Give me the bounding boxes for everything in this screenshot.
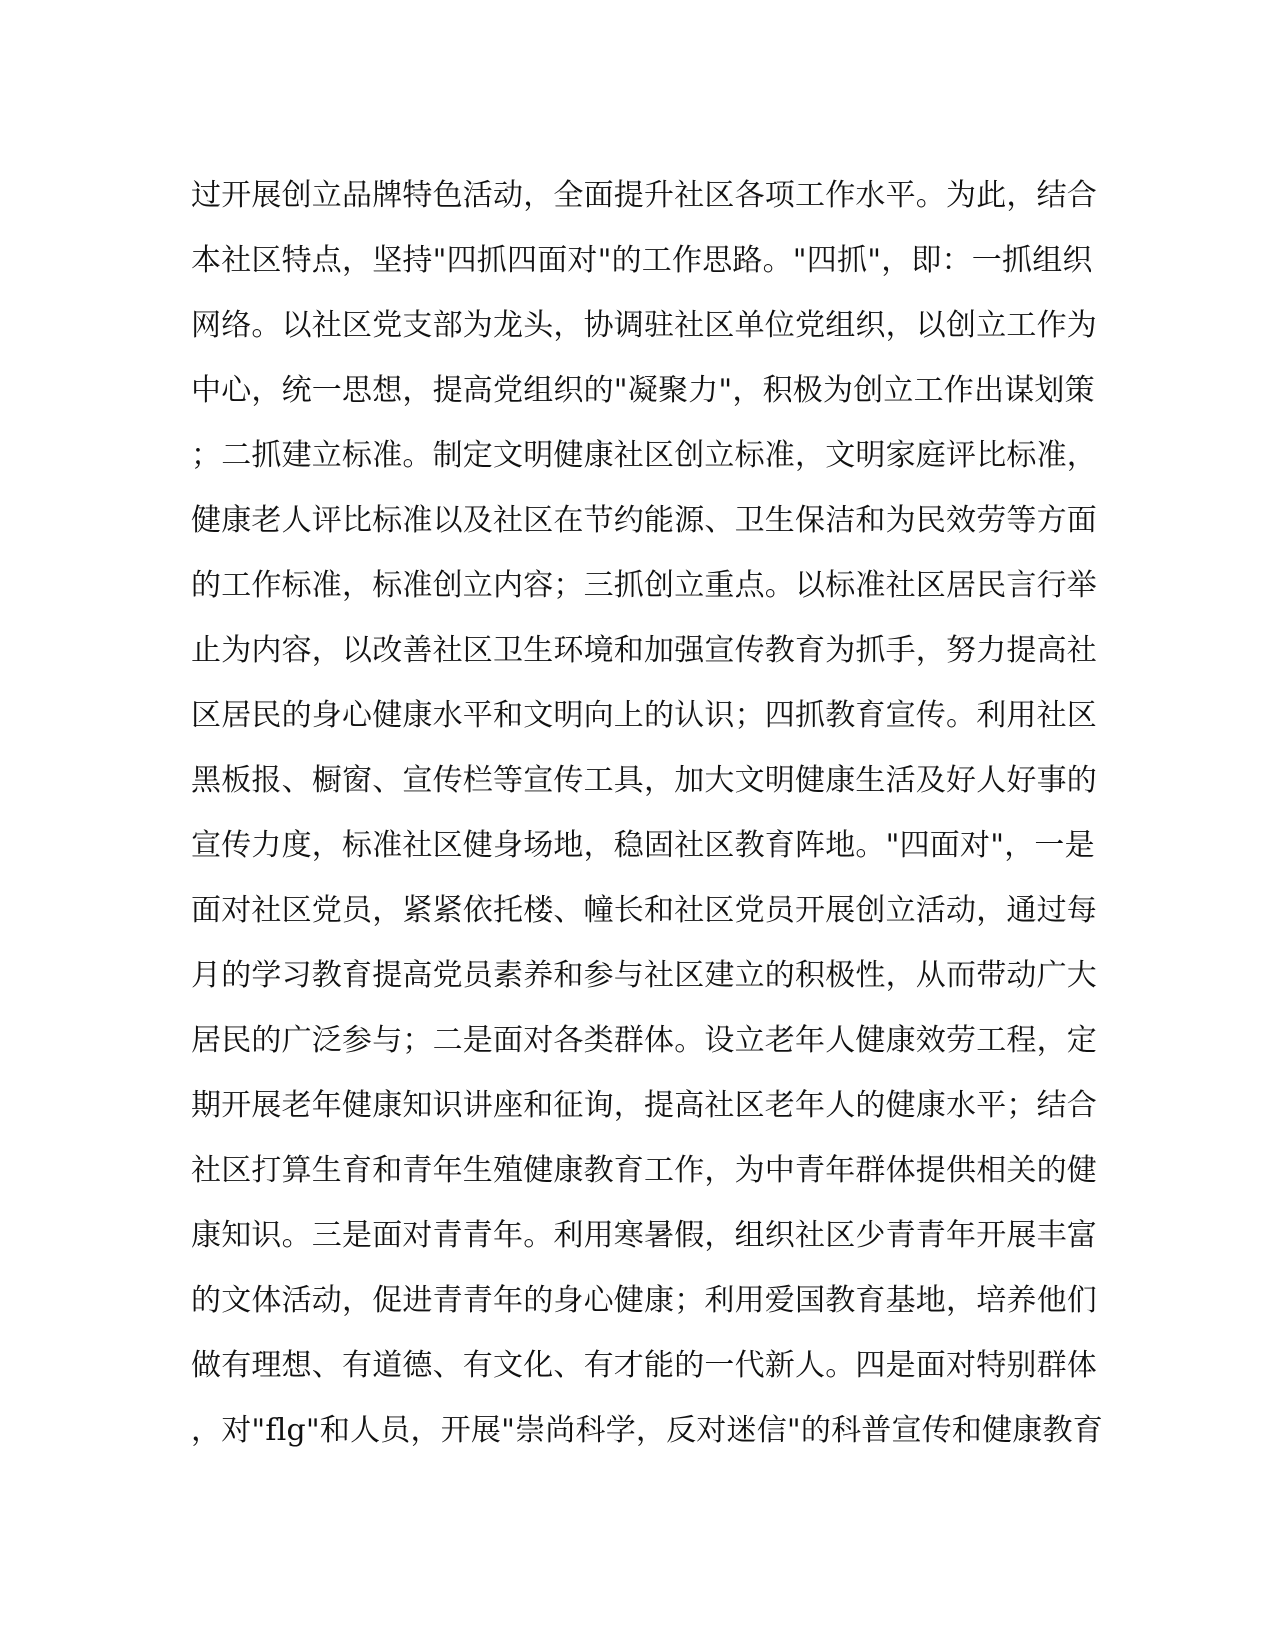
text-line: 面对社区党员，紧紧依托楼、幢长和社区党员开展创立活动，通过每 bbox=[191, 893, 1097, 928]
text-line: 的文体活动，促进青青年的身心健康；利用爱国教育基地，培养他们 bbox=[191, 1283, 1097, 1318]
text-line: 本社区特点，坚持"四抓四面对"的工作思路。"四抓"，即：一抓组织 bbox=[191, 243, 1093, 278]
body-text bbox=[191, 163, 1103, 1463]
text-line: 区居民的身心健康水平和文明向上的认识；四抓教育宣传。利用社区 bbox=[191, 698, 1097, 733]
text-line: 黑板报、橱窗、宣传栏等宣传工具，加大文明健康生活及好人好事的 bbox=[191, 763, 1097, 798]
text-line: 的工作标准，标准创立内容；三抓创立重点。以标准社区居民言行举 bbox=[191, 568, 1097, 603]
text-line: 网络。以社区党支部为龙头，协调驻社区单位党组织，以创立工作为 bbox=[191, 308, 1097, 343]
text-line: 宣传力度，标准社区健身场地，稳固社区教育阵地。"四面对"，一是 bbox=[191, 828, 1095, 863]
text-line: 做有理想、有道德、有文化、有才能的一代新人。四是面对特别群体 bbox=[191, 1348, 1097, 1383]
text-line: ；二抓建立标准。制定文明健康社区创立标准，文明家庭评比标准， bbox=[191, 438, 1097, 473]
text-line: 过开展创立品牌特色活动，全面提升社区各项工作水平。为此，结合 bbox=[191, 178, 1097, 213]
text-line: 健康老人评比标准以及社区在节约能源、卫生保洁和为民效劳等方面 bbox=[191, 503, 1097, 538]
text-line: 止为内容，以改善社区卫生环境和加强宣传教育为抓手，努力提高社 bbox=[191, 633, 1097, 668]
text-line: 中心，统一思想，提高党组织的"凝聚力"，积极为创立工作出谋划策 bbox=[191, 373, 1095, 408]
text-line: 居民的广泛参与；二是面对各类群体。设立老年人健康效劳工程，定 bbox=[191, 1023, 1097, 1058]
text-line: 期开展老年健康知识讲座和征询，提高社区老年人的健康水平；结合 bbox=[191, 1088, 1097, 1123]
text-line: 月的学习教育提高党员素养和参与社区建立的积极性，从而带动广大 bbox=[191, 958, 1097, 993]
text-line: 康知识。三是面对青青年。利用寒暑假，组织社区少青青年开展丰富 bbox=[191, 1218, 1097, 1253]
text-line: 社区打算生育和青年生殖健康教育工作，为中青年群体提供相关的健 bbox=[191, 1153, 1097, 1188]
text-line: ，对"flg"和人员，开展"崇尚科学，反对迷信"的科普宣传和健康教育 bbox=[191, 1413, 1103, 1448]
